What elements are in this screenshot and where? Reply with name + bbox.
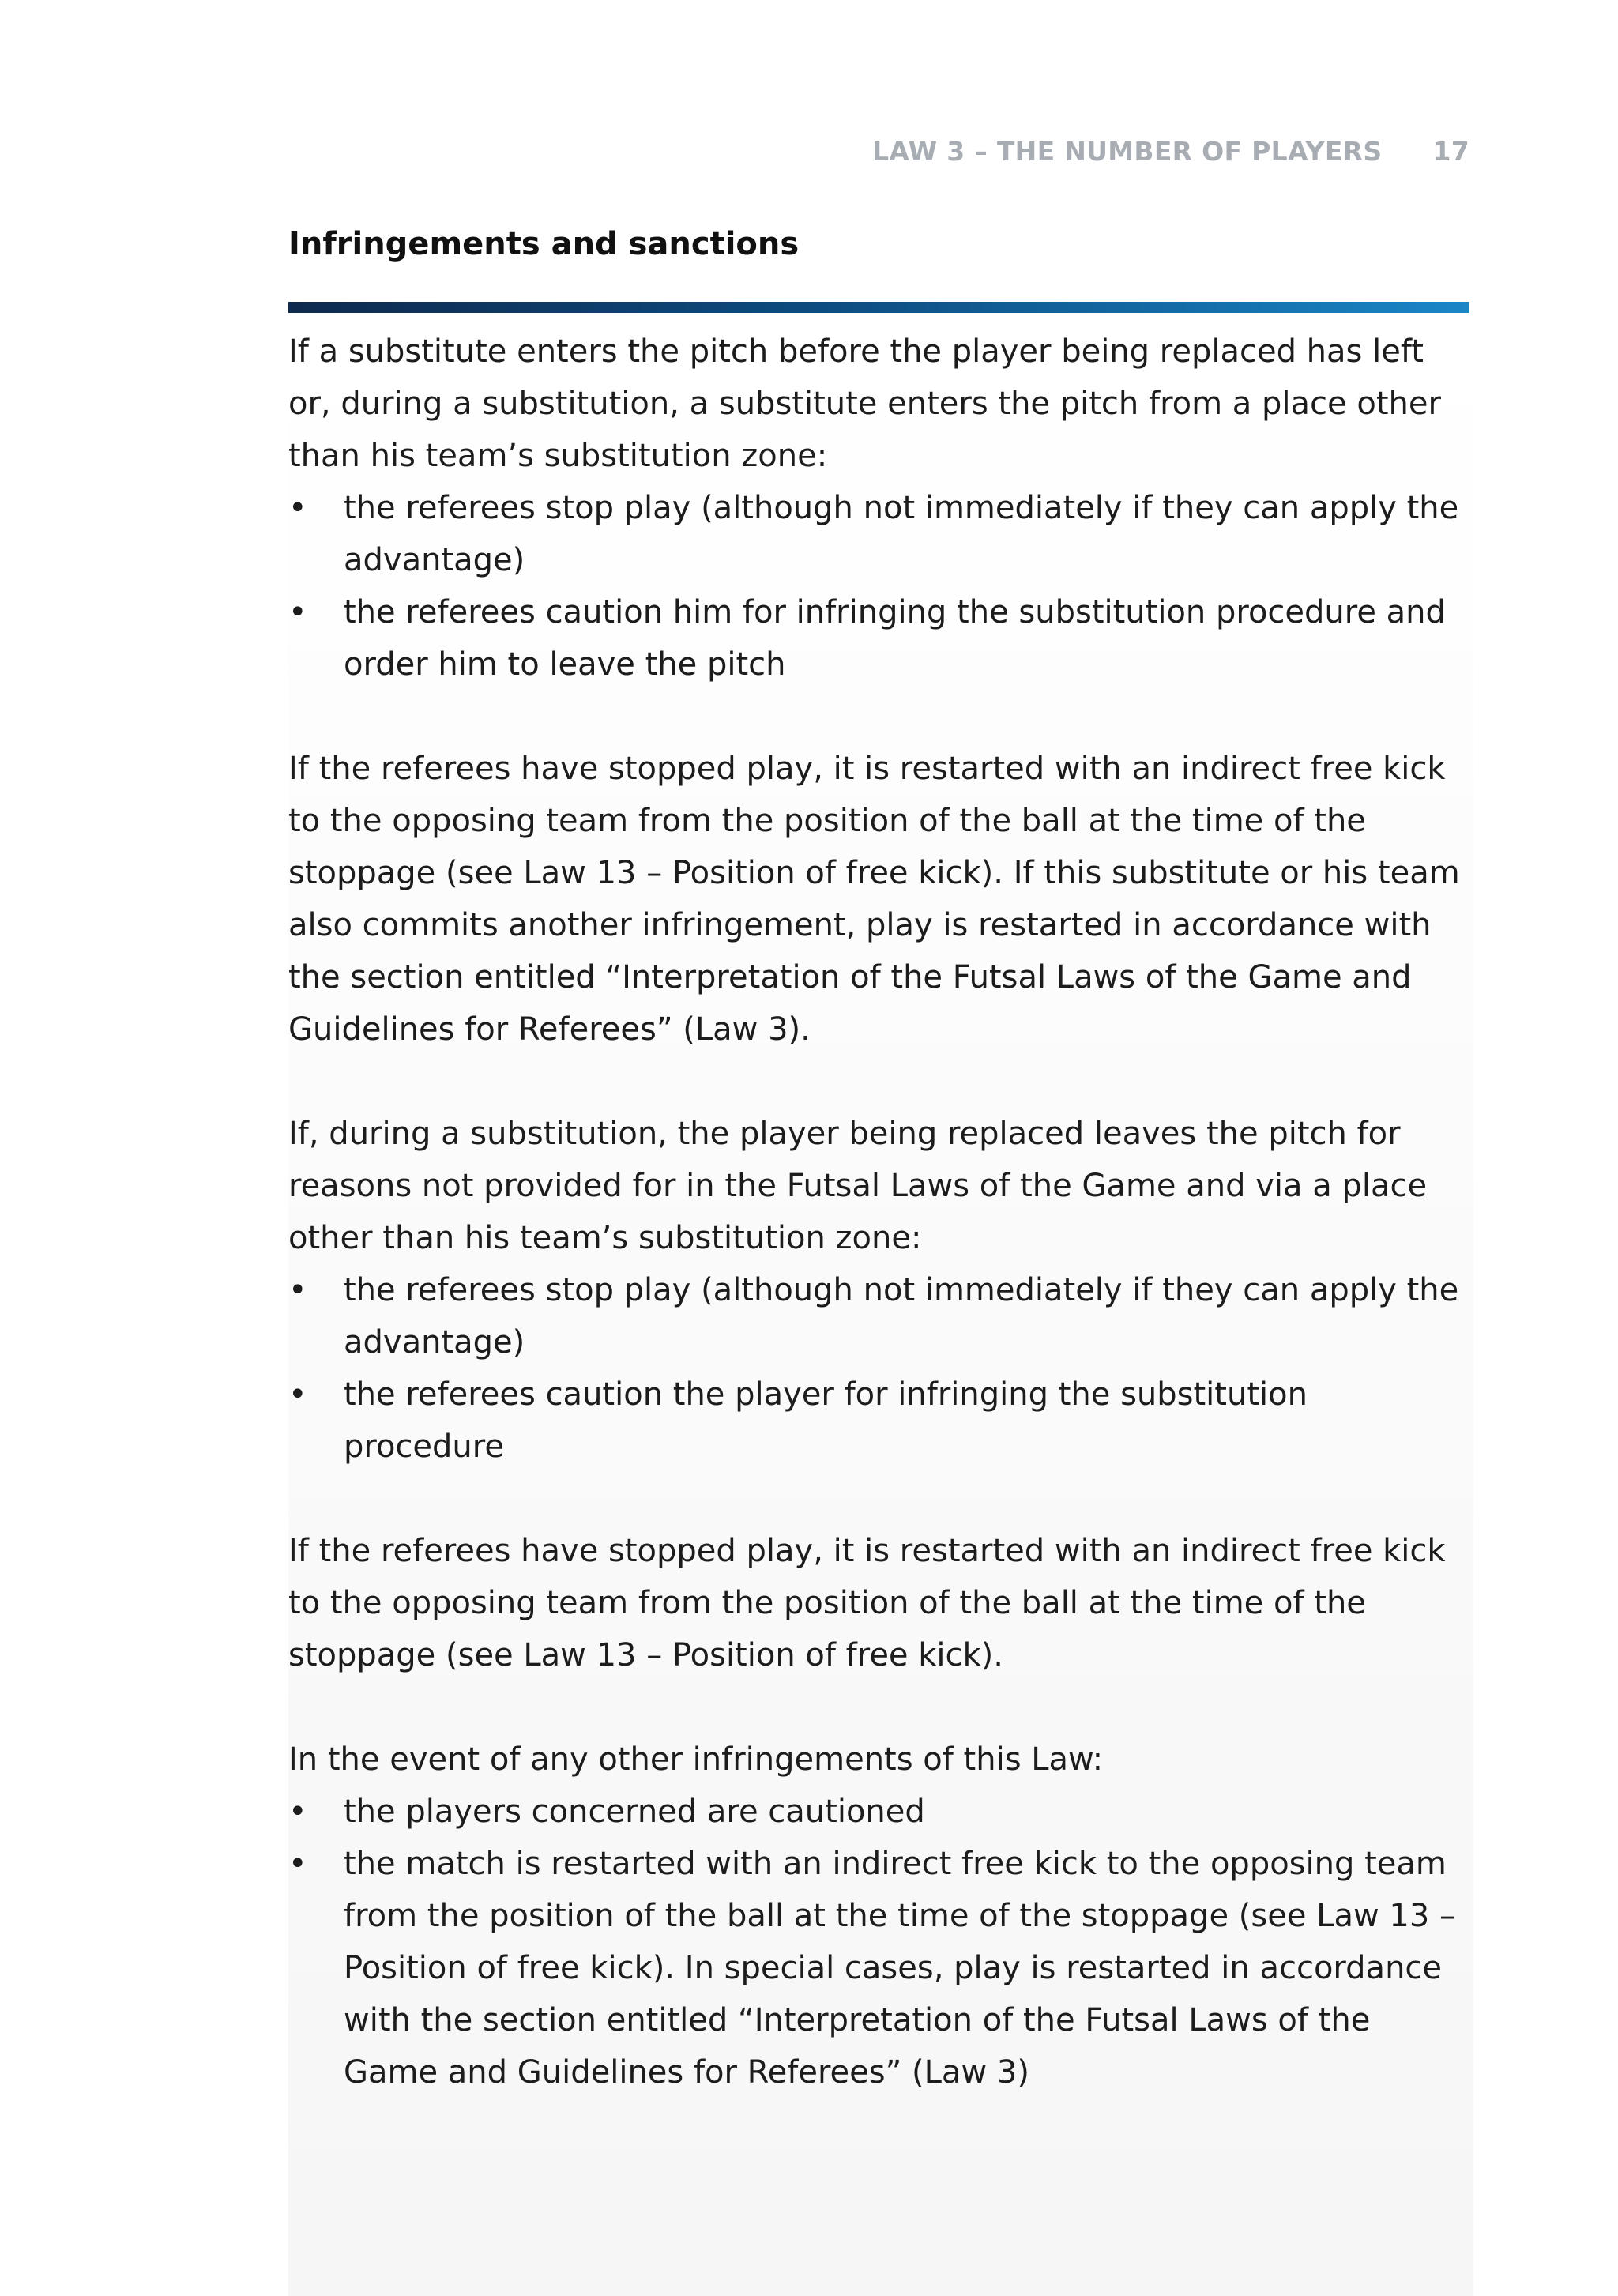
list-item-text: the match is restarted with an indirect free kick to the opposing team from the position of the ball at the time of the stoppage (see Law 13 – Position of free kick). In special cases, play is restarted in accordance with the section entitled “Interpretation of the Futsal Laws of the Game and Guidelines for Referees” (Law 3) bbox=[344, 1846, 1455, 2091]
page-number: 17 bbox=[1432, 136, 1469, 167]
paragraph-restart-indirect-free-kick: If the referees have stopped play, it is restarted with an indirect free kick to the opposing team from the position of the ball at the time of the stoppage (see Law 13 – Position of free kick). If this substitute or his team also commits another infringement, play is restarted in accordance with the section entitled “Interpretation of the Futsal Laws of the Game and Guidelines for Referees” (Law 3). bbox=[288, 751, 1460, 1048]
paragraph-gap bbox=[288, 1681, 1473, 1733]
list-item-text: the referees caution the player for infringing the substitution procedure bbox=[344, 1376, 1308, 1465]
bullet-list-player-leaves bbox=[288, 1264, 1473, 1473]
list-item bbox=[288, 1786, 1473, 1838]
paragraph-gap bbox=[288, 691, 1473, 743]
paragraph-other-infringements: In the event of any other infringements of this Law: bbox=[288, 1741, 1104, 1778]
list-item bbox=[288, 1264, 1473, 1368]
bullet-glyph: • bbox=[288, 490, 307, 526]
paragraph-gap bbox=[288, 1473, 1473, 1525]
bullet-glyph: • bbox=[288, 1272, 307, 1308]
paragraph-restart-position: If the referees have stopped play, it is restarted with an indirect free kick to the opposing team from the position of the ball at the time of the stoppage (see Law 13 – Position of free kick). bbox=[288, 1533, 1446, 1673]
list-item bbox=[288, 1838, 1473, 2098]
paragraph-player-leaves: If, during a substitution, the player being replaced leaves the pitch for reasons not provided for in the Futsal Laws of the Game and via a place other than his team’s substitution zone: bbox=[288, 1116, 1428, 1256]
bullet-glyph: • bbox=[288, 1846, 307, 1882]
bullet-list-other-infringements bbox=[288, 1786, 1473, 2098]
list-item-text: the referees stop play (although not immediately if they can apply the advantage) bbox=[344, 1272, 1459, 1361]
bullet-glyph: • bbox=[288, 1376, 307, 1413]
section-title: Infringements and sanctions bbox=[288, 226, 800, 262]
section-rule bbox=[288, 302, 1469, 313]
list-item-text: the referees caution him for infringing the substitution procedure and order him to leave the pitch bbox=[344, 594, 1446, 683]
running-title: LAW 3 – THE NUMBER OF PLAYERS bbox=[872, 136, 1383, 167]
list-item bbox=[288, 586, 1473, 691]
running-header bbox=[872, 136, 1469, 167]
list-item bbox=[288, 482, 1473, 586]
paragraph-substitute-enters: If a substitute enters the pitch before the player being replaced has left or, during a substitution, a substitute enters the pitch from a place other than his team’s substitution zone: bbox=[288, 333, 1441, 474]
list-item-text: the players concerned are cautioned bbox=[344, 1794, 925, 1830]
bullet-glyph: • bbox=[288, 1794, 307, 1830]
list-item-text: the referees stop play (although not immediately if they can apply the advantage) bbox=[344, 490, 1459, 578]
list-item bbox=[288, 1368, 1473, 1473]
law-text bbox=[288, 326, 1473, 2098]
bullet-glyph: • bbox=[288, 594, 307, 630]
paragraph-gap bbox=[288, 1056, 1473, 1108]
bullet-list-substitute-enters bbox=[288, 482, 1473, 691]
